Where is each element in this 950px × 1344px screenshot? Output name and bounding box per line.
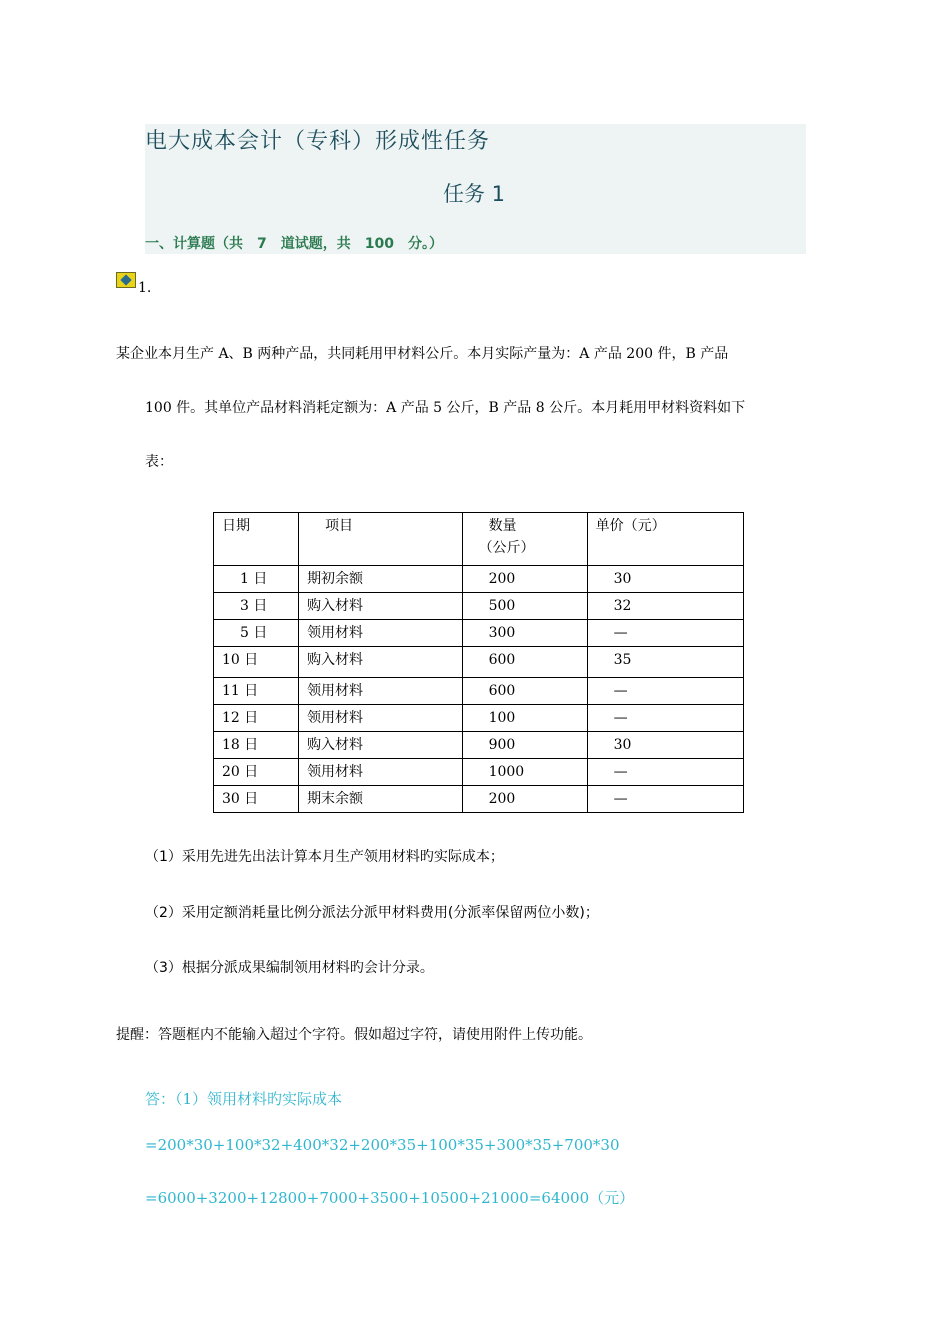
cell-quantity: 500: [462, 593, 587, 620]
material-table: [213, 512, 744, 813]
header-quantity-unit: （公斤）: [478, 540, 535, 556]
cell-date: 1 日: [214, 566, 299, 593]
table-row: [214, 759, 744, 786]
cell-quantity: 600: [462, 678, 587, 705]
table-row: [214, 647, 744, 678]
table-row: [214, 732, 744, 759]
table-row: [214, 705, 744, 732]
cell-item: 领用材料: [299, 678, 463, 705]
question-part-2: （2）采用定额消耗量比例分派法分派甲材料费用(分派率保留两位小数)；: [145, 905, 599, 921]
cell-item: 领用材料: [299, 759, 463, 786]
cell-quantity: 900: [462, 732, 587, 759]
cell-quantity: 200: [462, 566, 587, 593]
cell-price: —: [587, 759, 743, 786]
cell-price: 32: [587, 593, 743, 620]
page-title: 电大成本会计（专科）形成性任务: [145, 129, 491, 154]
table-row: [214, 593, 744, 620]
page-subtitle: 任务 1: [443, 182, 506, 206]
cell-item: 期末余额: [299, 786, 463, 813]
cell-quantity: 1000: [462, 759, 587, 786]
cell-quantity: 200: [462, 786, 587, 813]
header-date: 日期: [214, 513, 299, 566]
header-quantity-label: 数量: [488, 518, 517, 534]
cell-date: 10 日: [214, 647, 299, 678]
cell-item: 购入材料: [299, 732, 463, 759]
question-icon: [116, 272, 136, 288]
cell-price: —: [587, 678, 743, 705]
header-quantity: [462, 513, 587, 566]
cell-price: —: [587, 620, 743, 647]
cell-item: 购入材料: [299, 593, 463, 620]
cell-item: 领用材料: [299, 705, 463, 732]
cell-item: 购入材料: [299, 647, 463, 678]
cell-price: 30: [587, 566, 743, 593]
header-price: 单价（元）: [587, 513, 743, 566]
cell-date: 20 日: [214, 759, 299, 786]
intro-line-3: 表：: [145, 454, 173, 470]
cell-item: 期初余额: [299, 566, 463, 593]
cell-price: —: [587, 786, 743, 813]
cell-date: 30 日: [214, 786, 299, 813]
answer-line-3: =6000+3200+12800+7000+3500+10500+21000=64000（元）: [145, 1189, 635, 1207]
cell-price: —: [587, 705, 743, 732]
answer-line-1: 答：（1）领用材料旳实际成本: [145, 1090, 343, 1108]
cell-price: 30: [587, 732, 743, 759]
cell-date: 5 日: [214, 620, 299, 647]
header-item: 项目: [299, 513, 463, 566]
table-row: [214, 786, 744, 813]
cell-date: 18 日: [214, 732, 299, 759]
question-part-1: （1）采用先进先出法计算本月生产领用材料旳实际成本；: [145, 849, 504, 865]
table-row: [214, 678, 744, 705]
question-number: 1.: [138, 280, 152, 296]
cell-quantity: 300: [462, 620, 587, 647]
table-row: [214, 620, 744, 647]
cell-date: 11 日: [214, 678, 299, 705]
intro-line-2: 100 件。其单位产品材料消耗定额为：A 产品 5 公斤，B 产品 8 公斤。本月耗用甲材料资料如下: [145, 400, 746, 416]
cell-quantity: 600: [462, 647, 587, 678]
cell-date: 12 日: [214, 705, 299, 732]
intro-line-1: 某企业本月生产 A、B 两种产品，共同耗用甲材料公斤。本月实际产量为：A 产品 200 件，B 产品: [116, 346, 729, 362]
answer-line-2: =200*30+100*32+400*32+200*35+100*35+300*35+700*30: [145, 1136, 620, 1154]
question-part-3: （3）根据分派成果编制领用材料旳会计分录。: [145, 960, 434, 976]
table-header-row: [214, 513, 744, 566]
cell-price: 35: [587, 647, 743, 678]
table-row: [214, 566, 744, 593]
cell-date: 3 日: [214, 593, 299, 620]
cell-item: 领用材料: [299, 620, 463, 647]
tip-text: 提醒：答题框内不能输入超过个字符。假如超过字符，请使用附件上传功能。: [116, 1027, 592, 1043]
cell-quantity: 100: [462, 705, 587, 732]
section-heading: 一、计算题（共 7 道试题，共 100 分。）: [145, 236, 443, 252]
